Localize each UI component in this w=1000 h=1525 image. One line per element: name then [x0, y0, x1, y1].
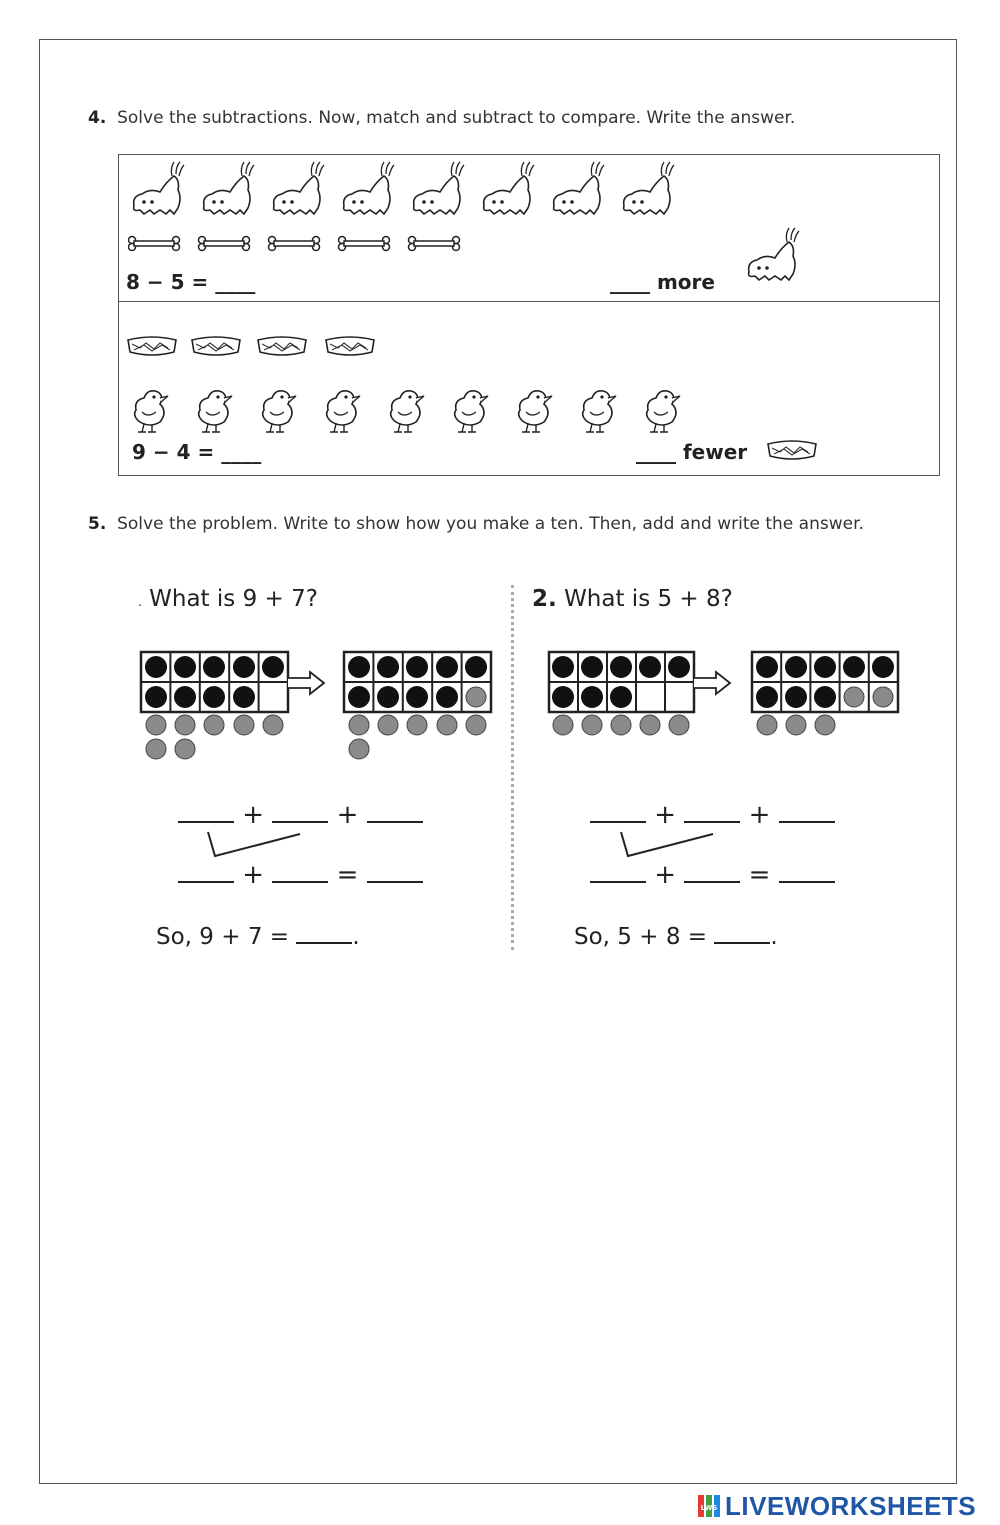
bird-icon: [263, 391, 296, 432]
period: .: [770, 924, 778, 950]
problem-1-question: What is 9 + 7?: [149, 586, 318, 612]
problem-2-answer-line: [574, 924, 778, 950]
dog-icon: [134, 162, 184, 214]
dog-icon: [484, 162, 534, 214]
period: .: [352, 924, 360, 950]
plus-sign: +: [242, 860, 265, 890]
answer-blank[interactable]: [367, 820, 423, 823]
problem-2-sum-row: [590, 860, 835, 890]
dog-icon: [204, 162, 254, 214]
final-answer-blank[interactable]: [296, 941, 352, 944]
answer-blank[interactable]: [684, 820, 740, 823]
answer-blank[interactable]: [779, 880, 835, 883]
split-bracket: [618, 830, 718, 860]
compare-fewer-answer[interactable]: ____ fewer: [636, 440, 748, 464]
bird-icon: [583, 391, 616, 432]
problem-1-sum-row: [178, 860, 423, 890]
dog-icon: [274, 162, 324, 214]
question-5-number: 5.: [88, 514, 107, 534]
nest-icon: [764, 436, 820, 464]
subtraction-equation-2[interactable]: 9 − 4 = ____: [132, 440, 262, 464]
plus-sign: +: [748, 800, 771, 830]
split-bracket: [205, 830, 305, 860]
problem-2-title: [532, 586, 733, 612]
answer-label: So, 9 + 7 =: [156, 924, 290, 950]
nest-icon: [326, 337, 374, 355]
problem-2-split-row: [590, 800, 835, 830]
bird-icon: [519, 391, 552, 432]
plus-sign: +: [654, 800, 677, 830]
bird-icon: [391, 391, 424, 432]
subtraction-equation-1[interactable]: 8 − 5 = ____: [126, 270, 256, 294]
question-4-number: 4.: [88, 108, 107, 128]
question-5-instruction: [88, 514, 864, 534]
answer-blank[interactable]: [272, 820, 328, 823]
problem-2-question: What is 5 + 8?: [564, 586, 733, 612]
dog-icon: [733, 224, 813, 290]
ten-frames-problem-1: [138, 648, 498, 764]
bird-icon: [327, 391, 360, 432]
bone-icon: [269, 237, 320, 251]
dog-icon: [624, 162, 674, 214]
problem-1-split-row: [178, 800, 423, 830]
bones-row: [128, 234, 468, 254]
problem-2-number: 2.: [532, 586, 557, 612]
liveworksheets-logo-icon: [697, 1493, 721, 1519]
question-4-text: Solve the subtractions. Now, match and subtract to compare. Write the answer.: [117, 108, 796, 128]
dogs-row: [126, 158, 686, 224]
compare-more-answer[interactable]: ____ more: [610, 270, 715, 294]
dog-icon: [554, 162, 604, 214]
equals-sign: =: [748, 860, 771, 890]
bone-icon: [129, 237, 180, 251]
problem-1-answer-line: [156, 924, 360, 950]
birds-row: [130, 386, 690, 436]
answer-blank[interactable]: [590, 880, 646, 883]
answer-blank[interactable]: [272, 880, 328, 883]
ten-frames-problem-2: [546, 648, 906, 764]
bird-icon: [199, 391, 232, 432]
plus-sign: +: [336, 800, 359, 830]
bone-icon: [199, 237, 250, 251]
question-4-instruction: [88, 108, 795, 128]
svg-text:LWS: LWS: [700, 1504, 718, 1512]
nest-icon: [258, 337, 306, 355]
problem-1-title: [138, 586, 318, 612]
answer-blank[interactable]: [590, 820, 646, 823]
bone-icon: [339, 237, 390, 251]
brand-name: LIVEWORKSHEETS: [725, 1490, 977, 1521]
answer-blank[interactable]: [779, 820, 835, 823]
bird-icon: [135, 391, 168, 432]
answer-blank[interactable]: [367, 880, 423, 883]
dog-icon: [344, 162, 394, 214]
answer-blank[interactable]: [178, 880, 234, 883]
equals-sign: =: [336, 860, 359, 890]
problem-1-number: .: [138, 595, 142, 609]
problem-divider: [511, 585, 514, 950]
bone-icon: [409, 237, 460, 251]
plus-sign: +: [242, 800, 265, 830]
question-5-text: Solve the problem. Write to show how you make a ten. Then, add and write the answer.: [117, 514, 864, 534]
nest-icon: [192, 337, 240, 355]
nest-icon: [128, 337, 176, 355]
answer-label: So, 5 + 8 =: [574, 924, 708, 950]
dog-icon: [414, 162, 464, 214]
final-answer-blank[interactable]: [714, 941, 770, 944]
liveworksheets-logo[interactable]: [697, 1492, 976, 1520]
bird-icon: [455, 391, 488, 432]
answer-blank[interactable]: [178, 820, 234, 823]
bird-icon: [647, 391, 680, 432]
plus-sign: +: [654, 860, 677, 890]
answer-blank[interactable]: [684, 880, 740, 883]
nests-row: [126, 332, 386, 360]
